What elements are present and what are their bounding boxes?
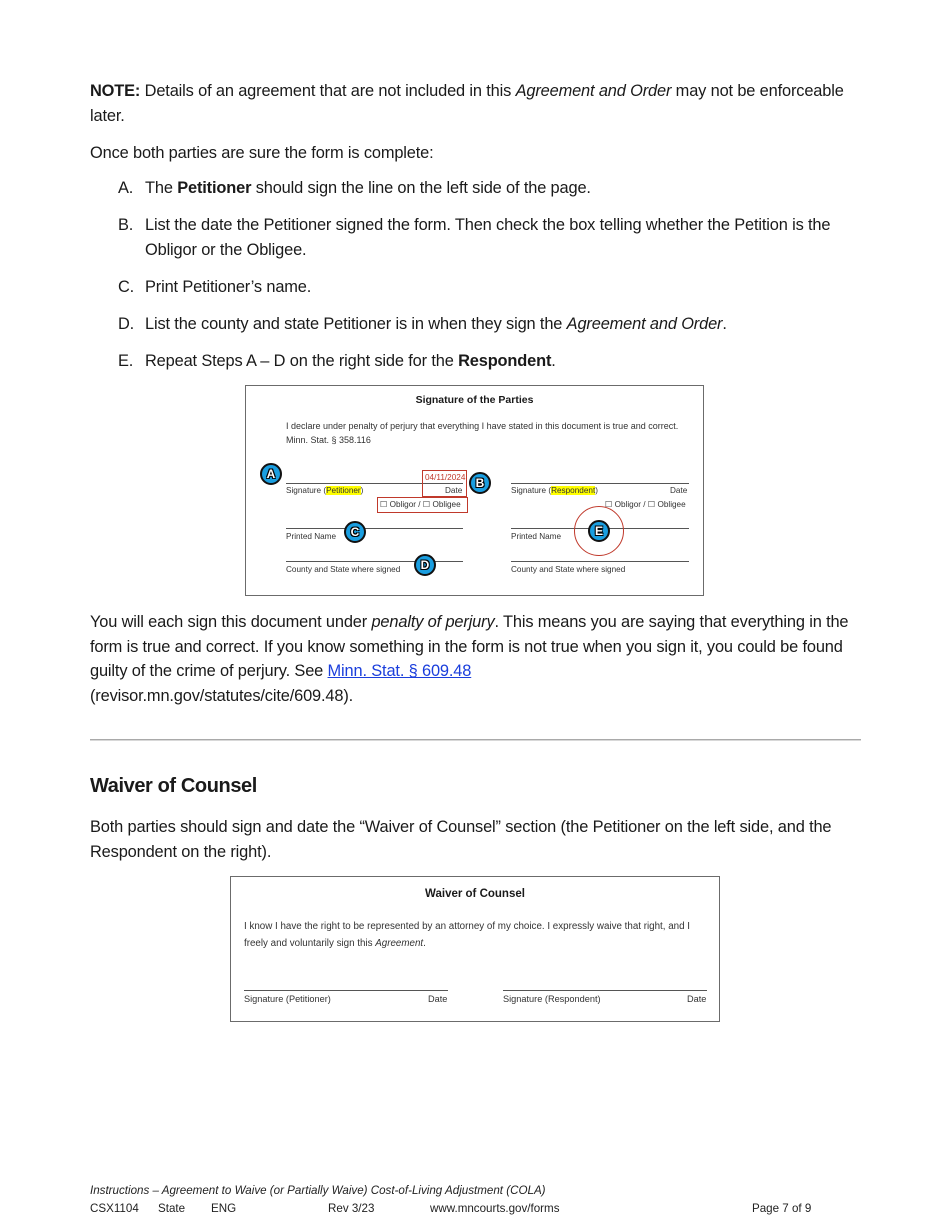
respondent-date-label: Date [670,486,688,495]
note-text-end: may not be enforceable later. [90,82,844,125]
paragraph-text: . This means you are saying that everything in the form is true and correct. If you know something in the form is not true when you sign it, you could be found guilty of the crime of perjury. See [90,613,849,680]
respondent-signature-line [511,483,689,484]
waiver-respondent-date-label: Date [687,994,707,1004]
waiver-heading: Waiver of Counsel [90,775,257,797]
respondent-signature-label [511,486,598,495]
declaration-italic: Agreement [375,938,424,949]
step-body [145,176,865,201]
step-body [145,312,865,337]
badge-c-icon: C [344,521,366,543]
step-body: Print Petitioner’s name. [145,278,312,296]
label-text: Signature ( [286,486,327,495]
footer-url[interactable]: www.mncourts.gov/forms [430,1202,560,1215]
badge-d-icon: D [414,554,436,576]
signature-parties-figure [245,385,704,596]
waiver-of-counsel-figure [230,876,720,1022]
waiver-declaration [244,918,714,952]
paragraph-italic: penalty of perjury [371,613,495,631]
step-bold: Respondent [458,352,552,370]
figure-title: Waiver of Counsel [425,888,525,900]
step-marker: B. [118,216,134,234]
declaration-text: . [423,938,426,949]
step-marker: C. [118,278,135,296]
label-text: ) [595,486,598,495]
badge-a-icon: A [260,463,282,485]
step-text: Repeat Steps A – D on the right side for the [145,352,459,370]
step-body [145,349,865,374]
paragraph-text: You will each sign this document under [90,613,372,631]
figure-title: Signature of the Parties [415,394,534,406]
paragraph-text: (revisor.mn.gov/statutes/cite/609.48). [90,686,354,705]
footer-page-number: Page 7 of 9 [752,1202,812,1215]
statute-link[interactable]: Minn. Stat. § 609.48 [327,662,472,680]
footer-language: ENG [211,1202,237,1215]
respondent-printed-name-label: Printed Name [511,532,562,541]
footer-title: Instructions – Agreement to Waive (or Partially Waive) Cost-of-Living Adjustment (COLA) [90,1184,546,1197]
section-divider [90,739,861,741]
note-paragraph [90,79,865,128]
footer-scope: State [158,1202,186,1215]
petitioner-obligor-checkboxes[interactable]: ☐ Obligor / ☐ Obligee [380,500,461,509]
petitioner-date-value: 04/11/2024 [425,473,466,482]
step-bold: Petitioner [177,179,252,197]
step-italic: Agreement and Order [566,315,723,333]
respondent-county-label: County and State where signed [511,565,626,574]
step-text: . [551,352,556,370]
step-text: List the county and state Petitioner is in when they sign the [145,315,567,333]
step-marker: D. [118,315,135,333]
petitioner-county-label: County and State where signed [286,565,401,574]
step-marker: A. [118,179,134,197]
declaration-text: I know I have the right to be represented by an attorney of my choice. I expressly waive that right, and I freely and voluntarily sign this [244,921,690,949]
waiver-petitioner-line [244,990,448,991]
waiver-petitioner-date-label: Date [428,994,448,1004]
petitioner-highlight: Petitioner [326,486,361,495]
label-text: ) [360,486,364,495]
petitioner-name-line [286,528,463,529]
respondent-county-line [511,561,689,562]
step-marker: E. [118,352,134,370]
label-text: Signature ( [511,486,552,495]
perjury-paragraph [90,610,865,708]
note-italic: Agreement and Order [515,82,672,100]
step-body: List the date the Petitioner signed the form. Then check the box telling whether the Petition is the Obligor or the Obligee. [145,216,831,259]
waiver-respondent-line [503,990,707,991]
intro-paragraph: Once both parties are sure the form is complete: [90,144,434,162]
step-text: The [145,179,178,197]
footer-revision: Rev 3/23 [328,1202,375,1215]
waiver-instructions: Both parties should sign and date the “Waiver of Counsel” section (the Petitioner on the left side, and the Respondent on the right). [90,818,832,861]
note-text: Details of an agreement that are not included in this [140,82,516,100]
badge-b-icon: B [469,472,491,494]
petitioner-signature-label [286,486,363,495]
waiver-petitioner-signature-label: Signature (Petitioner) [244,994,331,1004]
step-text: should sign the line on the left side of the page. [251,179,591,197]
petitioner-county-line [286,561,463,562]
step-text: . [722,315,727,333]
petitioner-date-label: Date [445,486,463,495]
perjury-declaration: I declare under penalty of perjury that everything I have stated in this document is true and correct. Minn. Stat. § 358.116 [286,421,679,445]
footer-form-id: CSX1104 [90,1202,139,1215]
waiver-respondent-signature-label: Signature (Respondent) [503,994,601,1004]
petitioner-printed-name-label: Printed Name [286,532,337,541]
respondent-obligor-checkboxes[interactable]: ☐ Obligor / ☐ Obligee [605,500,686,509]
note-label: NOTE: [90,82,141,100]
badge-e-icon: E [588,520,610,542]
respondent-highlight: Respondent [551,486,596,495]
